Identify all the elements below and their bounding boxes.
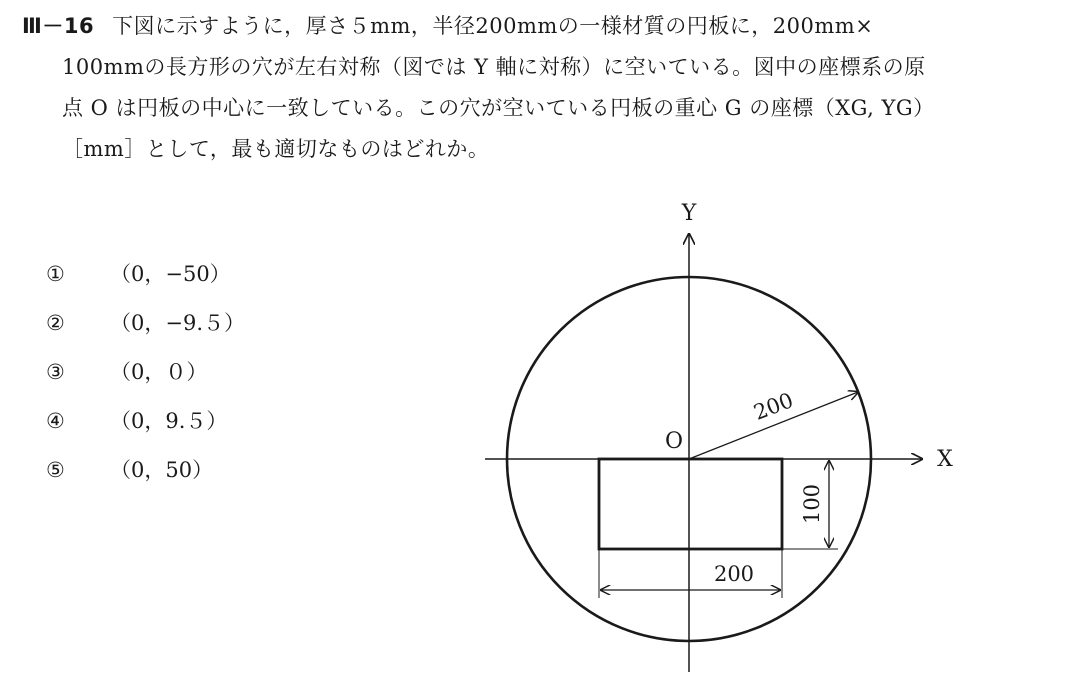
choice-1[interactable] bbox=[46, 250, 245, 299]
hole-width-label: 200 bbox=[713, 562, 755, 586]
choice-5[interactable] bbox=[46, 446, 245, 495]
choice-2-value: （0，−9.５） bbox=[110, 311, 245, 335]
choice-2[interactable] bbox=[46, 299, 245, 348]
question-line-1-text: 下図に示すように，厚さ５mm，半径200mmの一様材質の円板に，200mm× bbox=[112, 14, 874, 38]
choice-3[interactable] bbox=[46, 348, 245, 397]
x-axis-label: X bbox=[937, 447, 953, 472]
rectangular-hole bbox=[599, 459, 782, 549]
radius-label: 200 bbox=[750, 388, 797, 425]
choice-1-value: （0，−50） bbox=[110, 262, 231, 286]
question-text bbox=[22, 6, 1072, 170]
hole-height-label: 100 bbox=[800, 483, 824, 525]
y-axis-label: Y bbox=[681, 201, 697, 226]
question-number: Ⅲ－16 bbox=[22, 14, 95, 38]
question-line-3: 点 O は円板の中心に一致している。この穴が空いている円板の重心 G の座標（XG, YG） bbox=[62, 96, 935, 120]
question-line-4: ［mm］として，最も適切なものはどれか。 bbox=[62, 137, 490, 161]
choice-5-value: （0，50） bbox=[110, 458, 214, 482]
disk-figure bbox=[470, 190, 970, 684]
choice-3-mark: ③ bbox=[46, 360, 65, 384]
disk-diagram bbox=[470, 190, 970, 680]
choice-2-mark: ② bbox=[46, 311, 65, 335]
origin-label: O bbox=[664, 429, 684, 454]
choice-1-mark: ① bbox=[46, 262, 65, 286]
question-line-1 bbox=[22, 6, 1072, 47]
choice-4-value: （0，9.５） bbox=[110, 409, 228, 433]
choice-5-mark: ⑤ bbox=[46, 458, 65, 482]
question-line-2: 100mmの長方形の穴が左右対称（図では Y 軸に対称）に空いている。図中の座標系の原 bbox=[62, 55, 926, 79]
answer-choices bbox=[46, 250, 245, 495]
choice-3-value: （0，０） bbox=[110, 360, 208, 384]
choice-4[interactable] bbox=[46, 397, 245, 446]
choice-4-mark: ④ bbox=[46, 409, 65, 433]
